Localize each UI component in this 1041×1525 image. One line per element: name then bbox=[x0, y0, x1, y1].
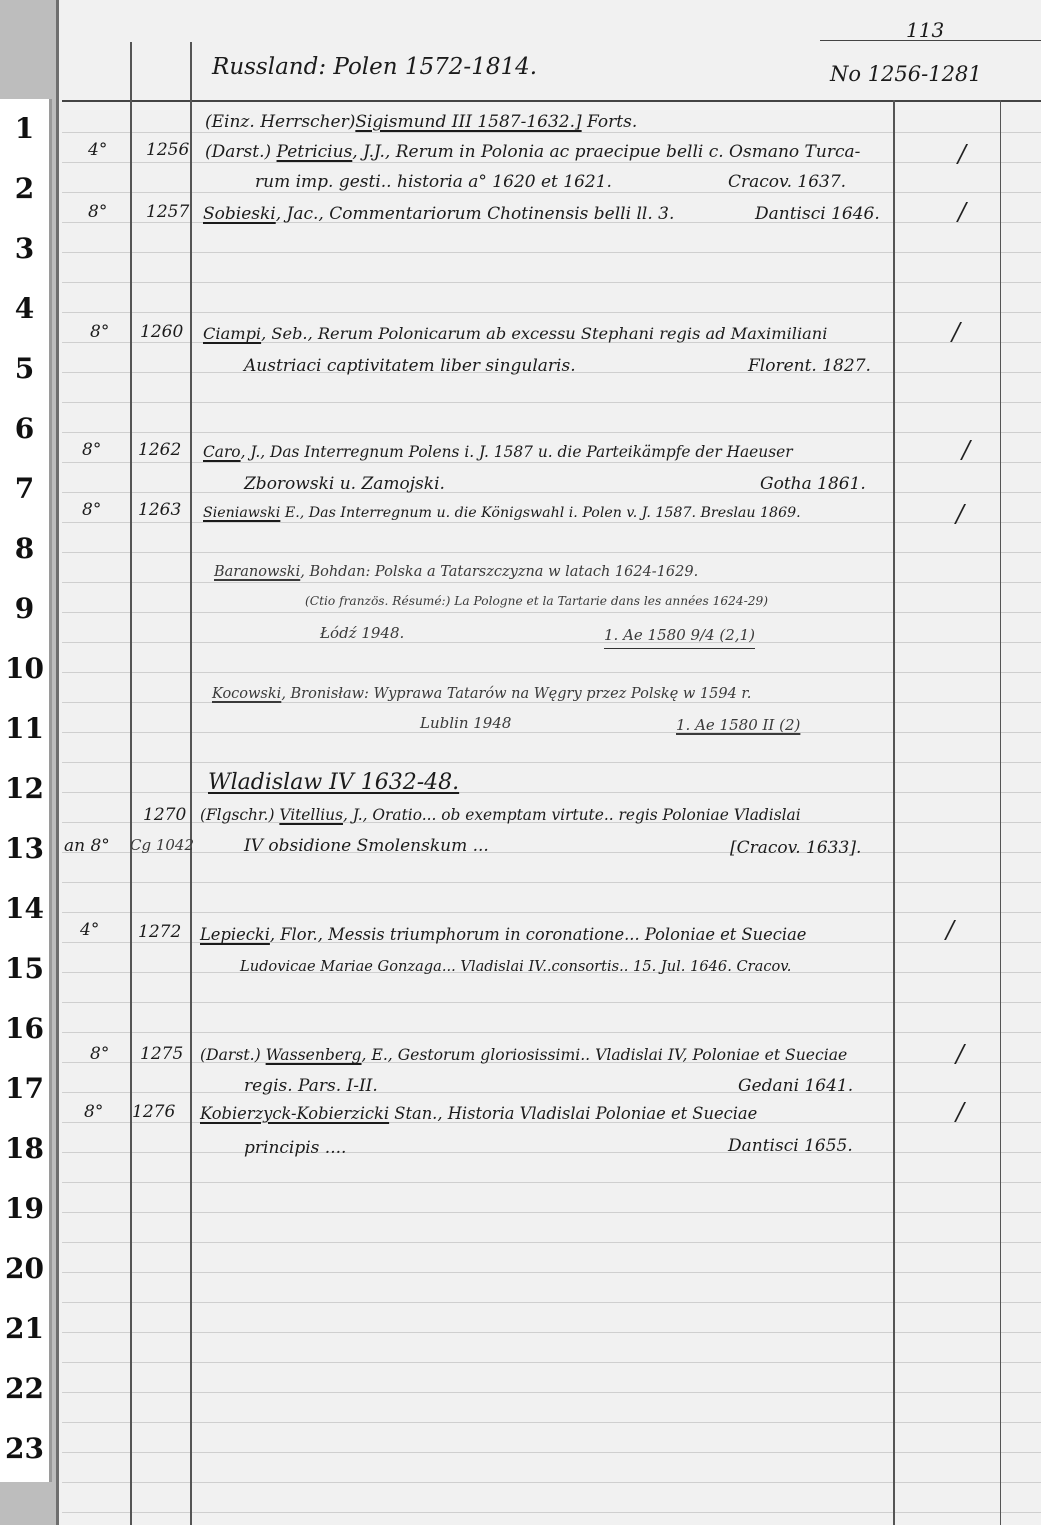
line-number: 15 bbox=[5, 952, 44, 985]
pencil-note-line: Łódź 1948. bbox=[320, 624, 405, 642]
entry-number: 1272 bbox=[138, 922, 182, 942]
entry-line: Sobieski, Jac., Commentariorum Chotinensis belli ll. 3. bbox=[203, 204, 675, 224]
entry-line: principis .... bbox=[244, 1138, 347, 1158]
entry-number: 1260 bbox=[140, 322, 184, 342]
line-number: 5 bbox=[14, 352, 35, 385]
line-number: 22 bbox=[5, 1372, 44, 1405]
entry-author: Sieniawski bbox=[203, 505, 281, 521]
mark-column-line bbox=[1000, 100, 1001, 1525]
entry-line: Austriaci captivitatem liber singularis. bbox=[244, 356, 576, 376]
entry-author: Lepiecki bbox=[200, 925, 270, 944]
entry-line: Ludovicae Mariae Gonzaga... Vladislai IV..consortis.. 15. Jul. 1646. Cracov. bbox=[240, 958, 792, 975]
entry-number: 1276 bbox=[132, 1102, 176, 1122]
line-number: 7 bbox=[14, 472, 35, 505]
line-number: 12 bbox=[5, 772, 44, 805]
title-column-line bbox=[893, 100, 895, 1525]
page-title: Russland: Polen 1572-1814. bbox=[212, 54, 538, 80]
entry-format: an 8° bbox=[64, 836, 110, 856]
entry-number: 1275 bbox=[140, 1044, 184, 1064]
entry-place: Florent. 1827. bbox=[748, 356, 871, 376]
check-mark: / bbox=[958, 140, 967, 168]
entry-shelfmark: Cg 1042 bbox=[130, 836, 195, 854]
line-number: 21 bbox=[5, 1312, 44, 1345]
entry-author: Wassenberg bbox=[265, 1046, 362, 1064]
entry-line: Ciampi, Seb., Rerum Polonicarum ab excessu Stephani regis ad Maximiliani bbox=[203, 324, 828, 343]
pencil-note-line: Lublin 1948 bbox=[420, 714, 512, 732]
pencil-shelfmark: 1. Ae 1580 II (2) bbox=[676, 716, 801, 734]
pencil-note-line: Baranowski, Bohdan: Polska a Tatarszczyzna w latach 1624-1629. bbox=[214, 564, 699, 580]
entry-author: Kobierzyck-Kobierzicki bbox=[200, 1104, 390, 1123]
ruler-name: Wladislaw IV 1632-48. bbox=[208, 770, 460, 795]
entry-place: Dantisci 1655. bbox=[728, 1136, 853, 1156]
entry-place: Cracov. 1637. bbox=[728, 172, 847, 192]
entry-author: Ciampi bbox=[203, 324, 262, 343]
entry-line: Caro, J., Das Interregnum Polens i. J. 1587 u. die Parteikämpfe der Haeuser bbox=[203, 443, 793, 461]
entry-author: Petricius bbox=[276, 142, 353, 162]
line-number: 13 bbox=[5, 832, 44, 865]
entry-line: Zborowski u. Zamojski. bbox=[244, 474, 445, 494]
entry-format: 8° bbox=[90, 1044, 110, 1064]
entry-author: Caro bbox=[203, 443, 241, 461]
entry-place: Dantisci 1646. bbox=[755, 204, 880, 224]
paper-edge bbox=[56, 0, 59, 1525]
pencil-note-line: Kocowski, Bronisław: Wyprawa Tatarów na Węgry przez Polskę w 1594 r. bbox=[212, 686, 752, 702]
entry-line: Sieniawski E., Das Interregnum u. die Königswahl i. Polen v. J. 1587. Breslau 1869. bbox=[203, 505, 801, 521]
check-mark: / bbox=[946, 916, 955, 944]
entry-line: regis. Pars. I-II. bbox=[244, 1076, 378, 1096]
entry-number: 1257 bbox=[146, 202, 190, 222]
check-mark: / bbox=[958, 198, 967, 226]
pencil-author: Baranowski bbox=[214, 564, 301, 580]
ruler-name: Sigismund III 1587-1632.] bbox=[355, 112, 582, 132]
line-number: 3 bbox=[14, 232, 35, 265]
margin-edge bbox=[49, 99, 52, 1482]
entry-line: Kobierzyck-Kobierzicki Stan., Historia Vladislai Poloniae et Sueciae bbox=[200, 1104, 758, 1123]
line-number: 1 bbox=[14, 112, 35, 145]
page-number: 113 bbox=[906, 18, 945, 42]
entry-line: (Flgschr.) Vitellius, J., Oratio... ob exemptam virtute.. regis Poloniae Vladislai bbox=[200, 806, 801, 824]
check-mark: / bbox=[956, 1098, 965, 1126]
line-number: 8 bbox=[14, 532, 35, 565]
entry-format: 8° bbox=[84, 1102, 104, 1122]
check-mark: / bbox=[956, 1040, 965, 1068]
line-number: 16 bbox=[5, 1012, 44, 1045]
line-number: 17 bbox=[5, 1072, 44, 1105]
entry-place: Gedani 1641. bbox=[738, 1076, 854, 1096]
entry-format: 4° bbox=[88, 140, 108, 160]
line-number: 2 bbox=[14, 172, 35, 205]
line-number: 20 bbox=[5, 1252, 44, 1285]
line-number: 10 bbox=[5, 652, 44, 685]
entry-number: 1270 bbox=[143, 805, 187, 825]
entry-number: 1263 bbox=[138, 500, 182, 520]
entry-line: (Darst.) Wassenberg, E., Gestorum gloriosissimi.. Vladislai IV, Poloniae et Sueciae bbox=[200, 1046, 848, 1064]
entry-line: rum imp. gesti.. historia a° 1620 et 1621. bbox=[255, 172, 612, 192]
pencil-note-line: (Ctio französ. Résumé:) La Pologne et la Tartarie dans les années 1624-29) bbox=[305, 594, 769, 608]
line-number: 23 bbox=[5, 1432, 44, 1465]
entry-line: Lepiecki, Flor., Messis triumphorum in coronatione... Poloniae et Sueciae bbox=[200, 925, 807, 944]
line-number: 9 bbox=[14, 592, 35, 625]
check-mark: / bbox=[962, 436, 971, 464]
format-column-line bbox=[130, 42, 132, 1525]
pencil-shelfmark: 1. Ae 1580 9/4 (2,1) bbox=[604, 626, 755, 649]
entry-line: IV obsidione Smolenskum ... bbox=[244, 836, 489, 856]
entry-format: 8° bbox=[82, 500, 102, 520]
check-mark: / bbox=[952, 318, 961, 346]
entry-format: 4° bbox=[80, 920, 100, 940]
line-number: 18 bbox=[5, 1132, 44, 1165]
entry-place: Gotha 1861. bbox=[760, 474, 866, 494]
line-number: 4 bbox=[14, 292, 35, 325]
entry-format: 8° bbox=[82, 440, 102, 460]
page-range: No 1256-1281 bbox=[830, 62, 982, 86]
line-number: 14 bbox=[5, 892, 44, 925]
entry-line: (Darst.) Petricius, J.J., Rerum in Polonia ac praecipue belli c. Osmano Turca- bbox=[205, 142, 861, 162]
entry-author: Vitellius bbox=[279, 806, 343, 824]
entry-number: 1262 bbox=[138, 440, 182, 460]
entry-author: Sobieski bbox=[203, 204, 276, 224]
pencil-author: Kocowski bbox=[212, 686, 282, 702]
entry-place: [Cracov. 1633]. bbox=[730, 838, 862, 858]
check-mark: / bbox=[956, 500, 965, 528]
line-number: 6 bbox=[14, 412, 35, 445]
section-header: (Einz. Herrscher)Sigismund III 1587-1632.] Forts. bbox=[205, 112, 638, 132]
line-number: 11 bbox=[5, 712, 44, 745]
number-column-line bbox=[190, 42, 192, 1525]
entry-number: 1256 bbox=[146, 140, 190, 160]
entry-format: 8° bbox=[88, 202, 108, 222]
line-number: 19 bbox=[5, 1192, 44, 1225]
entry-format: 8° bbox=[90, 322, 110, 342]
